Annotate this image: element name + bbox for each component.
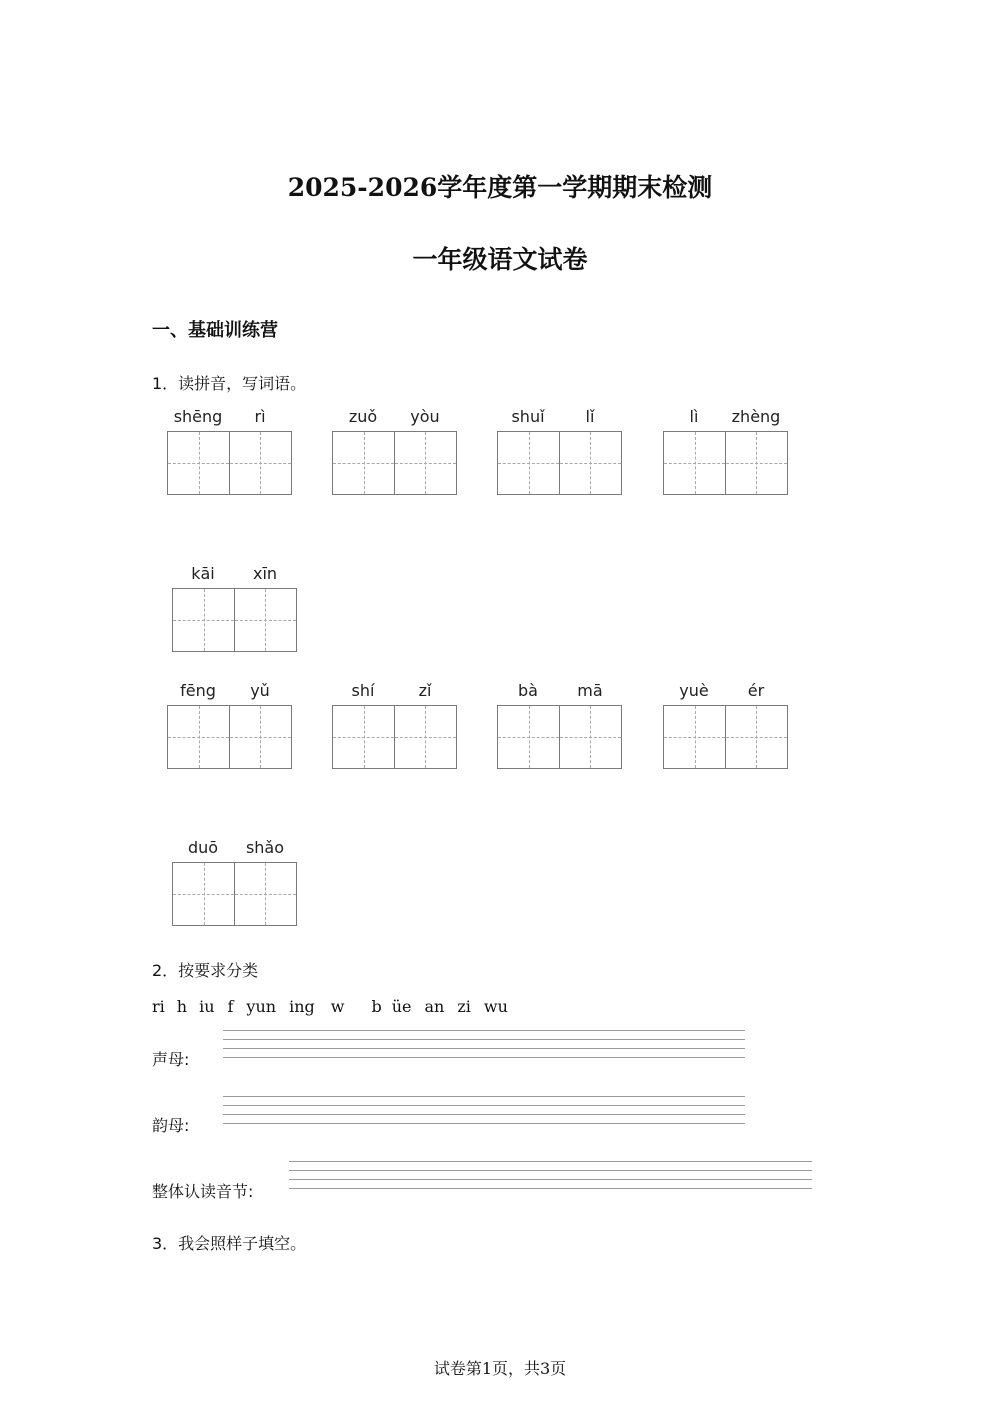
- writing-box[interactable]: [229, 705, 292, 769]
- pinyin-word-7: [332, 681, 458, 771]
- writing-box[interactable]: [394, 431, 457, 495]
- pinyin-syllable: yòu: [410, 407, 440, 426]
- writing-box[interactable]: [167, 431, 230, 495]
- writing-box[interactable]: [229, 431, 292, 495]
- pinyin-syllable: rì: [254, 407, 266, 426]
- pinyin-word-10: [172, 838, 298, 928]
- pinyin-syllable: yuè: [679, 681, 709, 700]
- question-3-label: 3．我会照样子填空。: [152, 1234, 307, 1253]
- writing-box[interactable]: [234, 862, 297, 926]
- writing-box[interactable]: [234, 588, 297, 652]
- exam-subtitle: 一年级语文试卷: [412, 245, 588, 274]
- question-1-label: 1．读拼音，写词语。: [152, 374, 307, 393]
- writing-box[interactable]: [167, 705, 230, 769]
- pinyin-syllable: xīn: [252, 564, 278, 583]
- page-footer: 试卷第1页，共3页: [433, 1359, 567, 1378]
- exam-title: 2025-2026学年度第一学期期末检测: [287, 173, 713, 202]
- letter-item: yun: [246, 997, 277, 1016]
- writing-box[interactable]: [725, 431, 788, 495]
- pinyin-syllable: zǐ: [418, 681, 432, 700]
- letter-item: w: [330, 997, 345, 1016]
- writing-box[interactable]: [332, 705, 395, 769]
- letter-item: f: [227, 997, 234, 1016]
- yunmu-label: 韵母:: [152, 1116, 190, 1135]
- pinyin-word-8: [497, 681, 623, 771]
- pinyin-word-6: [167, 681, 293, 771]
- pinyin-word-9: [663, 681, 789, 771]
- pinyin-syllable: lǐ: [585, 407, 595, 426]
- pinyin-word-1: [167, 407, 293, 497]
- pinyin-syllable: ér: [747, 681, 765, 700]
- pinyin-syllable: fēng: [180, 681, 216, 700]
- yunmu-answer-lines[interactable]: [223, 1096, 745, 1132]
- pinyin-syllable: shēng: [173, 407, 223, 426]
- question-2-label: 2．按要求分类: [152, 961, 259, 980]
- letter-item: h: [176, 997, 188, 1016]
- writing-box[interactable]: [332, 431, 395, 495]
- pinyin-syllable: mā: [577, 681, 603, 700]
- pinyin-syllable: shǎo: [245, 838, 285, 857]
- pinyin-word-5: [172, 564, 298, 654]
- writing-box[interactable]: [725, 705, 788, 769]
- pinyin-syllable: lì: [689, 407, 699, 426]
- letter-item: ing: [289, 997, 315, 1016]
- letter-item: wu: [483, 997, 508, 1016]
- letter-item: iu: [199, 997, 215, 1016]
- letter-item: zi: [457, 997, 471, 1016]
- writing-box[interactable]: [497, 431, 560, 495]
- pinyin-syllable: duō: [187, 838, 219, 857]
- pinyin-syllable: zhèng: [731, 407, 781, 426]
- pinyin-word-4: [663, 407, 789, 497]
- pinyin-syllable: shí: [351, 681, 375, 700]
- writing-box[interactable]: [559, 705, 622, 769]
- letter-item: üe: [391, 997, 412, 1016]
- zhengti-answer-lines[interactable]: [289, 1161, 812, 1197]
- writing-box[interactable]: [559, 431, 622, 495]
- pinyin-syllable: bà: [518, 681, 538, 700]
- section-heading: 一、基础训练营: [152, 320, 278, 341]
- letter-item: ri: [152, 997, 165, 1016]
- writing-box[interactable]: [394, 705, 457, 769]
- pinyin-syllable: shuǐ: [511, 407, 545, 426]
- pinyin-syllable: zuǒ: [348, 407, 378, 426]
- pinyin-syllable: kāi: [191, 564, 215, 583]
- pinyin-word-2: [332, 407, 458, 497]
- letter-list: [152, 997, 508, 1016]
- shengmu-label: 声母:: [152, 1050, 190, 1069]
- pinyin-syllable: yǔ: [250, 681, 270, 700]
- writing-box[interactable]: [663, 431, 726, 495]
- shengmu-answer-lines[interactable]: [223, 1030, 745, 1066]
- zhengti-label: 整体认读音节:: [152, 1182, 254, 1201]
- writing-box[interactable]: [497, 705, 560, 769]
- writing-box[interactable]: [172, 862, 235, 926]
- writing-box[interactable]: [172, 588, 235, 652]
- pinyin-word-3: [497, 407, 623, 497]
- writing-box[interactable]: [663, 705, 726, 769]
- letter-item: b: [371, 997, 382, 1016]
- letter-item: an: [424, 997, 445, 1016]
